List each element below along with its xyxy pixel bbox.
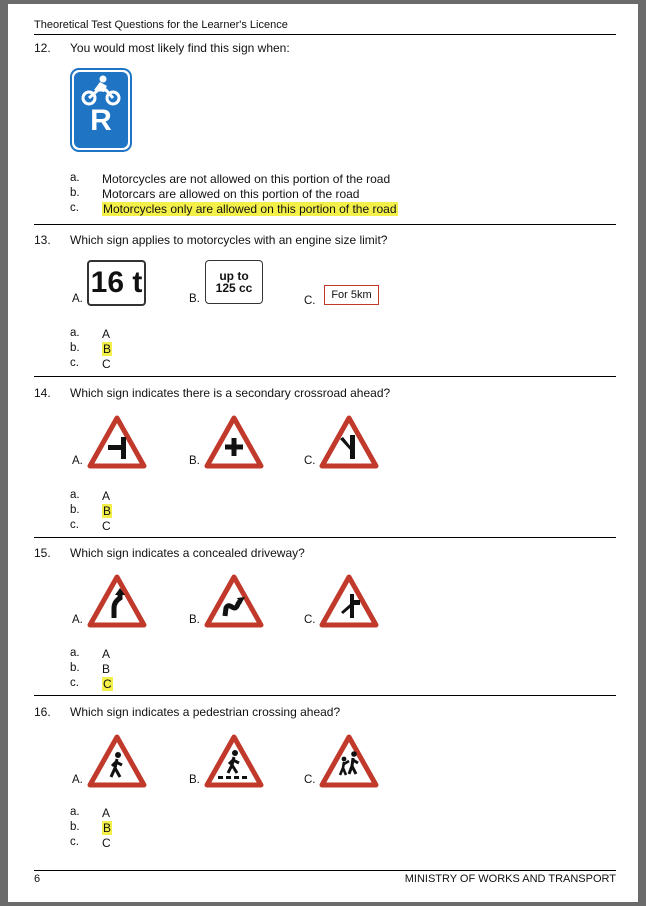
q13-option-a-letter: a. xyxy=(70,327,80,339)
q14-option-c-text: C xyxy=(102,519,111,533)
divider-q12 xyxy=(34,224,616,225)
q16-option-a-letter: a. xyxy=(70,806,80,818)
question-14-text: Which sign indicates there is a secondary crossroad ahead? xyxy=(70,386,391,400)
concealed-driveway-warning-sign xyxy=(319,574,379,628)
question-14-number: 14. xyxy=(34,386,51,400)
question-13-text: Which sign applies to motorcycles with an engine size limit? xyxy=(70,233,388,247)
q14-option-c-letter: c. xyxy=(70,519,79,531)
children-warning-sign xyxy=(319,734,379,788)
q16-option-b-letter: b. xyxy=(70,821,80,833)
pedestrian-warning-sign xyxy=(87,734,147,788)
q13-option-c-text: C xyxy=(102,357,111,371)
reserved-motorcycle-sign xyxy=(70,68,132,152)
q16-option-c-letter: c. xyxy=(70,836,79,848)
question-13-number: 13. xyxy=(34,233,51,247)
q15-sign-label-b: B. xyxy=(189,614,200,626)
q16-sign-label-b: B. xyxy=(189,774,200,786)
q14-sign-label-a: A. xyxy=(72,455,83,467)
divider-q15 xyxy=(34,695,616,696)
divider-q14 xyxy=(34,537,616,538)
q15-sign-label-a: A. xyxy=(72,614,83,626)
footer-page-number: 6 xyxy=(34,873,41,885)
q13-option-b-text: B xyxy=(103,342,112,356)
q16-sign-label-a: A. xyxy=(72,774,83,786)
question-15-number: 15. xyxy=(34,546,51,560)
q12-option-b-letter: b. xyxy=(70,187,80,199)
question-12-text: You would most likely find this sign when: xyxy=(70,41,290,55)
q14-sign-label-c: C. xyxy=(304,455,316,467)
q14-option-a-letter: a. xyxy=(70,489,80,501)
q13-option-a-text: A xyxy=(102,327,111,341)
engine-sign-line1: up to xyxy=(219,269,249,283)
q13-option-c-letter: c. xyxy=(70,357,79,369)
q16-sign-label-c: C. xyxy=(304,774,316,786)
q14-option-b-text: B xyxy=(103,504,112,518)
header-rule xyxy=(34,34,616,35)
header-title: Theoretical Test Questions for the Learner's Licence xyxy=(34,19,288,31)
q12-option-c-letter: c. xyxy=(70,202,79,214)
distance-plate-sign: For 5km xyxy=(324,285,379,305)
q15-option-b-text: B xyxy=(102,662,111,676)
q15-option-a-letter: a. xyxy=(70,647,80,659)
q14-option-a-text: A xyxy=(102,489,111,503)
q13-sign-label-b: B. xyxy=(189,293,200,305)
footer-rule xyxy=(34,870,616,871)
q14-sign-label-b: B. xyxy=(189,455,200,467)
pedestrian-crossing-warning-sign xyxy=(204,734,264,788)
q16-option-b-text: B xyxy=(103,821,112,835)
document-page xyxy=(8,4,638,902)
q14-option-b-letter: b. xyxy=(70,504,80,516)
side-road-right-warning-sign xyxy=(87,415,147,469)
q15-option-b-letter: b. xyxy=(70,662,80,674)
crossroad-warning-sign xyxy=(204,415,264,469)
q15-option-a-text: A xyxy=(102,647,111,661)
question-16-number: 16. xyxy=(34,705,51,719)
question-15-text: Which sign indicates a concealed driveway? xyxy=(70,546,305,560)
reserved-sign-letter: R xyxy=(90,104,112,137)
q12-option-c-text: Motorcycles only are allowed on this portion of the road xyxy=(103,202,397,216)
bend-right-warning-sign xyxy=(87,574,147,628)
q12-option-b-text: Motorcars are allowed on this portion of the road xyxy=(102,187,360,201)
footer-organization: MINISTRY OF WORKS AND TRANSPORT xyxy=(404,873,616,885)
merge-junction-warning-sign xyxy=(319,415,379,469)
q16-option-c-text: C xyxy=(102,836,111,850)
q13-option-b-letter: b. xyxy=(70,342,80,354)
question-16-text: Which sign indicates a pedestrian crossing ahead? xyxy=(70,705,341,719)
engine-sign-line2: 125 cc xyxy=(215,281,253,295)
q13-sign-label-a: A. xyxy=(72,293,83,305)
q12-option-a-text: Motorcycles are not allowed on this portion of the road xyxy=(102,172,391,186)
engine-size-limit-sign xyxy=(205,260,263,304)
q15-sign-label-c: C. xyxy=(304,614,316,626)
winding-road-warning-sign xyxy=(204,574,264,628)
divider-q13 xyxy=(34,376,616,377)
q13-sign-label-c: C. xyxy=(304,295,316,307)
q15-option-c-text: C xyxy=(103,677,112,691)
q15-option-c-letter: c. xyxy=(70,677,79,689)
q16-option-a-text: A xyxy=(102,806,111,820)
q12-option-a-letter: a. xyxy=(70,172,80,184)
question-12-number: 12. xyxy=(34,41,51,55)
weight-limit-sign: 16 t xyxy=(87,260,146,306)
